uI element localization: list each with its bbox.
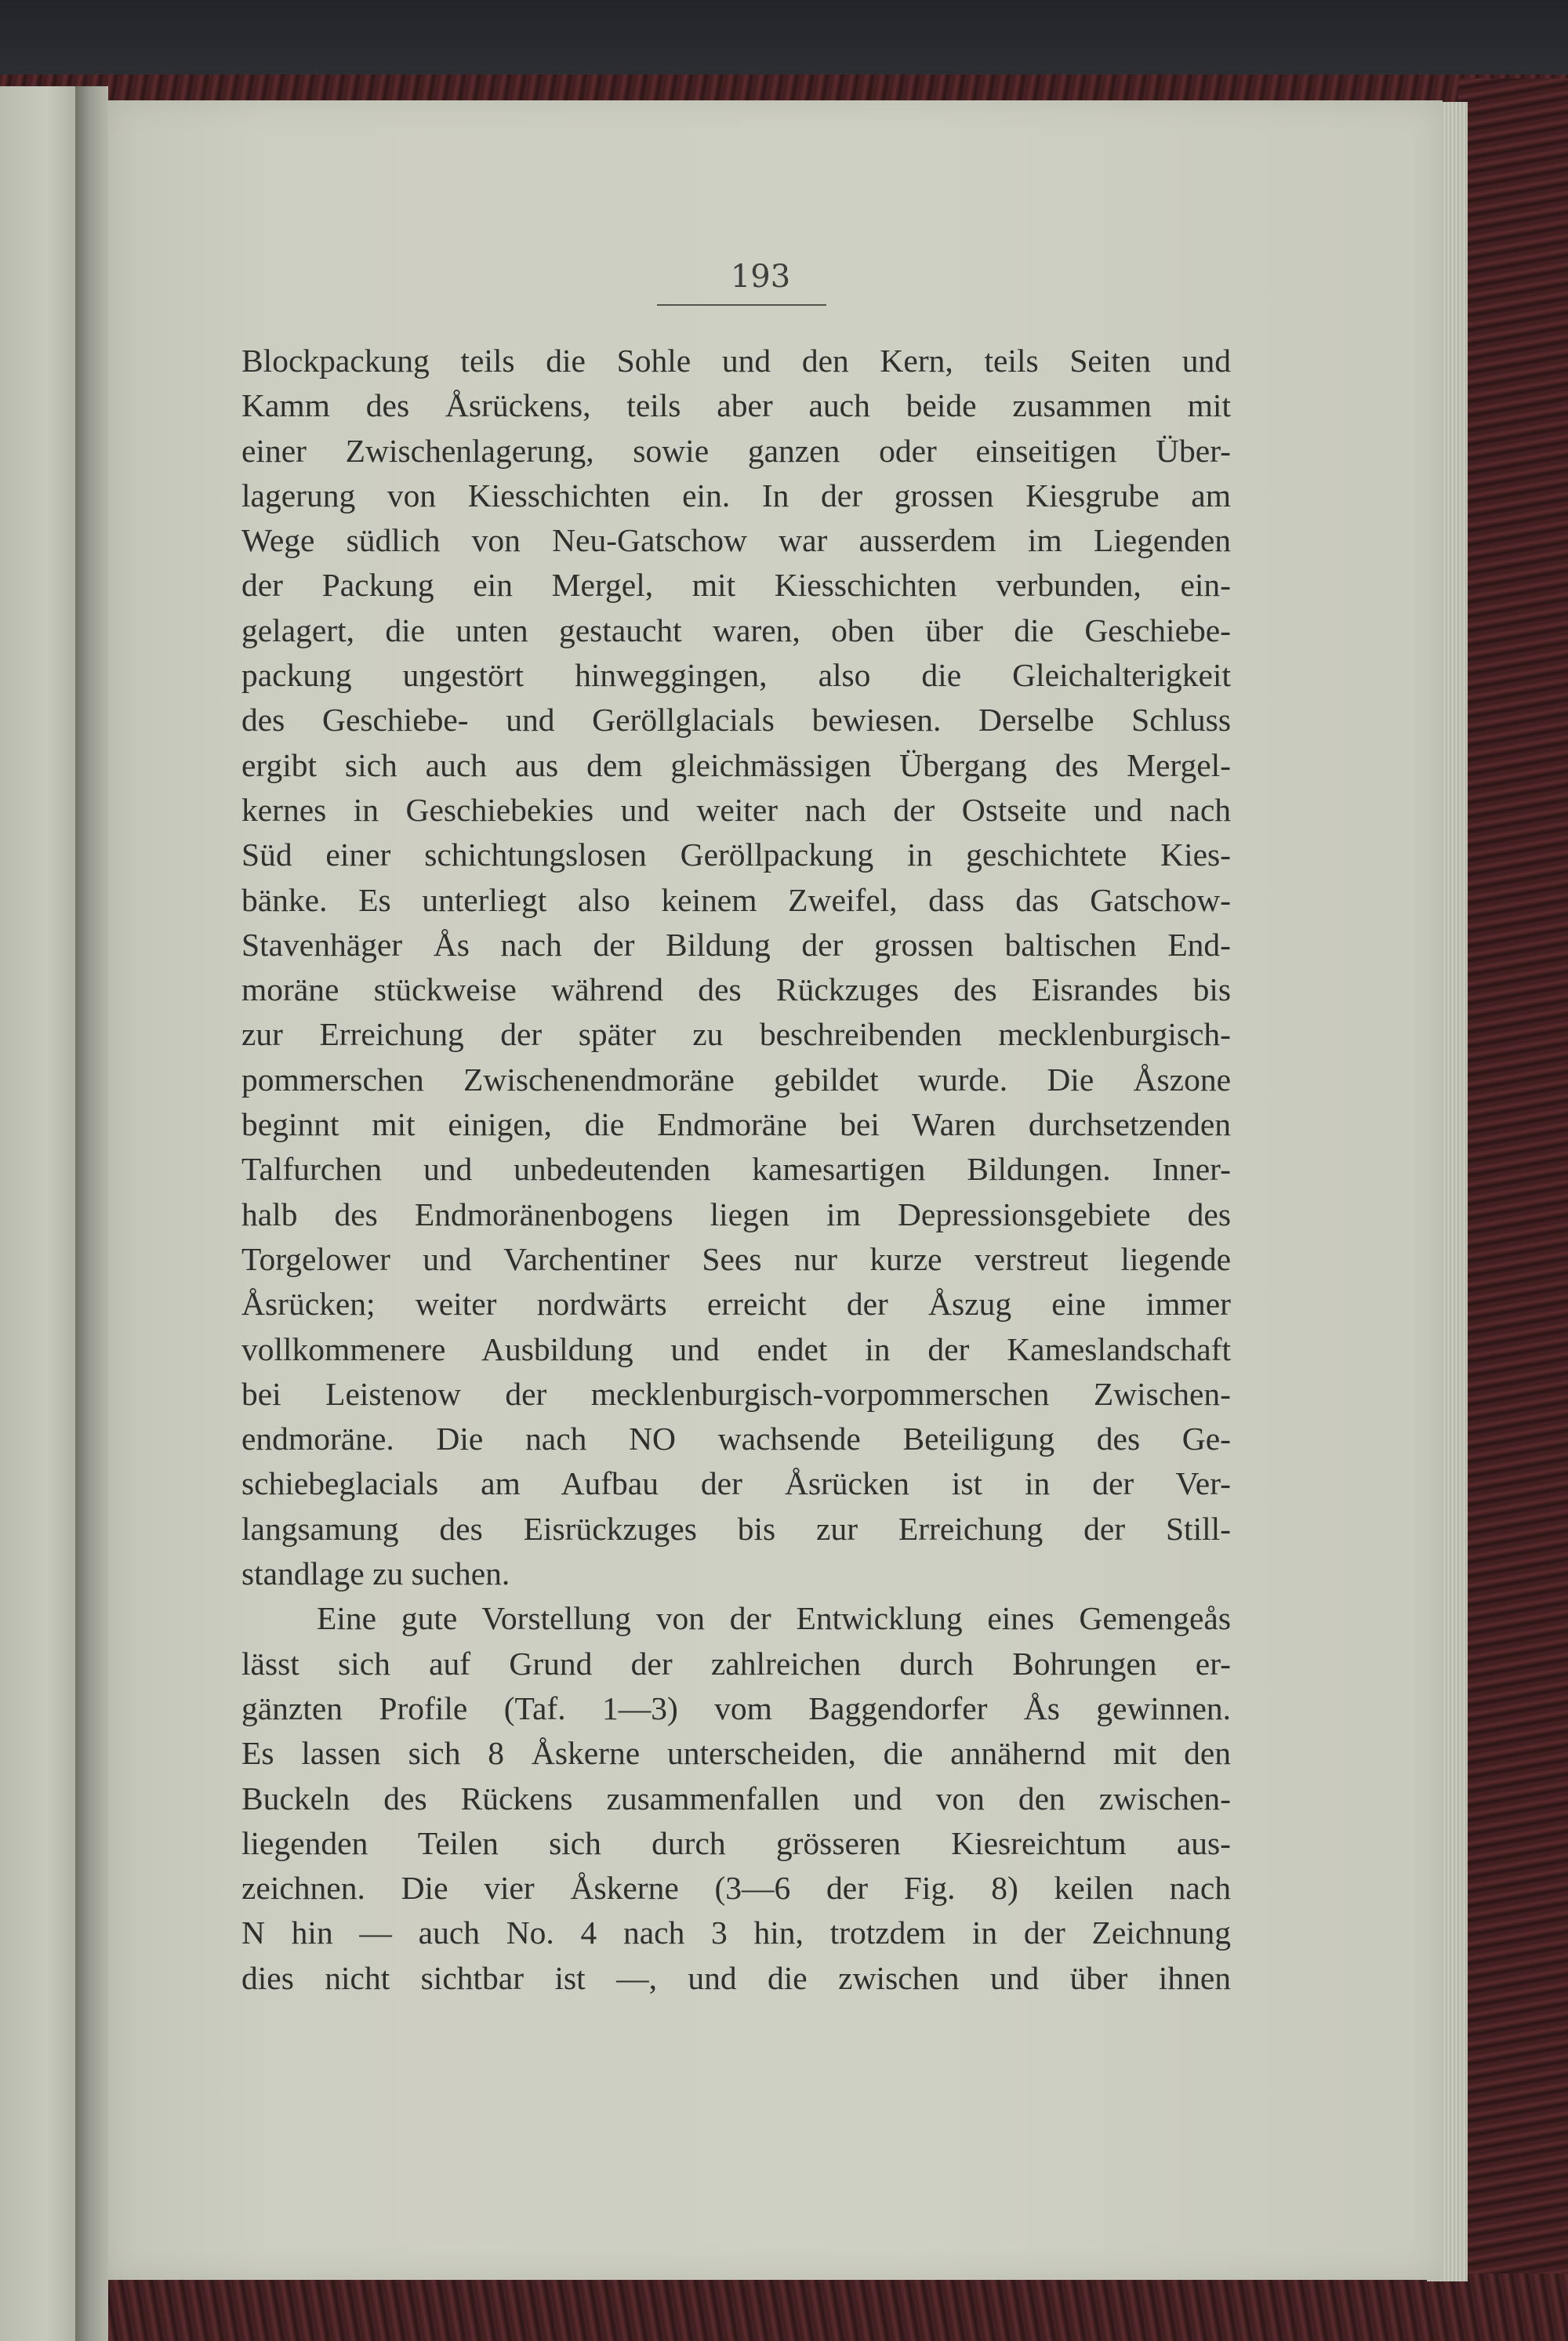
text-line: bei Leistenow der mecklenburgisch-vorpommerschen Zwischen- <box>241 1375 1231 1412</box>
book-gutter <box>75 86 108 2341</box>
body-text <box>241 339 1231 2001</box>
text-line: ergibt sich auch aus dem gleichmässigen Übergang des Mergel- <box>241 746 1231 783</box>
text-line: pommerschen Zwischenendmoräne gebildet wurde. Die Åszone <box>241 1061 1231 1098</box>
text-line: halb des Endmoränenbogens liegen im Depressionsgebiete des <box>241 1196 1231 1232</box>
text-line: Eine gute Vorstellung von der Entwicklung eines Gemengeås <box>317 1600 1231 1637</box>
text-line: Talfurchen und unbedeutenden kamesartigen Bildungen. Inner- <box>241 1151 1231 1188</box>
text-line: Süd einer schichtungslosen Geröllpackung in geschichtete Kies- <box>241 837 1231 873</box>
text-line: gänzten Profile (Taf. 1—3) vom Baggendorfer Ås gewinnen. <box>241 1690 1231 1726</box>
previous-page-edge <box>0 86 78 2341</box>
text-line: Torgelower und Varchentiner Sees nur kurze verstreut liegende <box>241 1240 1231 1277</box>
text-line: Es lassen sich 8 Åskerne unterscheiden, die annähernd mit den <box>241 1735 1231 1772</box>
text-line: vollkommenere Ausbildung und endet in der Kameslandschaft <box>241 1330 1231 1367</box>
text-line: zeichnen. Die vier Åskerne (3—6 der Fig. 8) keilen nach <box>241 1870 1231 1907</box>
text-line: moräne stückweise während des Rückzuges des Eisrandes bis <box>241 971 1231 1008</box>
text-line: Stavenhäger Ås nach der Bildung der grossen baltischen End- <box>241 926 1231 963</box>
text-line: Åsrücken; weiter nordwärts erreicht der Åszug eine immer <box>241 1286 1231 1323</box>
text-line: gelagert, die unten gestaucht waren, oben über die Geschiebe- <box>241 612 1231 648</box>
text-line: N hin — auch No. 4 nach 3 hin, trotzdem in der Zeichnung <box>241 1915 1231 1951</box>
text-line: zur Erreichung der später zu beschreibenden mecklenburgisch- <box>241 1016 1231 1053</box>
text-line: Kamm des Åsrückens, teils aber auch beide zusammen mit <box>241 387 1231 424</box>
header-rule <box>657 304 826 306</box>
text-line: schiebeglacials am Aufbau der Åsrücken ist in der Ver- <box>241 1465 1231 1502</box>
text-line: langsamung des Eisrückzuges bis zur Erreichung der Still- <box>241 1510 1231 1547</box>
book-cover-bottom-edge <box>0 2274 1568 2341</box>
text-line: liegenden Teilen sich durch grösseren Kiesreichtum aus- <box>241 1824 1231 1861</box>
text-line: lagerung von Kiesschichten ein. In der grossen Kiesgrube am <box>241 477 1231 514</box>
text-line: des Geschiebe- und Geröllglacials bewiesen. Derselbe Schluss <box>241 702 1231 739</box>
text-line: standlage zu suchen. <box>241 1555 510 1592</box>
text-line: packung ungestört hinweggingen, also die Gleichalterigkeit <box>241 657 1231 694</box>
text-line: Wege südlich von Neu-Gatschow war ausserdem im Liegenden <box>241 522 1231 559</box>
text-line: der Packung ein Mergel, mit Kiesschichten verbunden, ein- <box>241 567 1231 604</box>
text-line: einer Zwischenlagerung, sowie ganzen oder einseitigen Über- <box>241 432 1231 469</box>
text-line: Buckeln des Rückens zusammenfallen und von den zwischen- <box>241 1780 1231 1817</box>
background <box>0 0 1568 86</box>
text-line: bänke. Es unterliegt also keinem Zweifel, dass das Gatschow- <box>241 881 1231 918</box>
text-line: lässt sich auf Grund der zahlreichen durch Bohrungen er- <box>241 1645 1231 1682</box>
text-line: Blockpackung teils die Sohle und den Kern, teils Seiten und <box>241 343 1231 379</box>
page-number: 193 <box>730 259 791 295</box>
text-line: dies nicht sichtbar ist —, und die zwischen und über ihnen <box>241 1959 1231 1996</box>
text-line: kernes in Geschiebekies und weiter nach der Ostseite und nach <box>241 791 1231 828</box>
book-cover-right-edge <box>1458 78 1568 2341</box>
text-line: endmoräne. Die nach NO wachsende Beteiligung des Ge- <box>241 1421 1231 1457</box>
text-line: beginnt mit einigen, die Endmoräne bei Waren durchsetzenden <box>241 1106 1231 1143</box>
